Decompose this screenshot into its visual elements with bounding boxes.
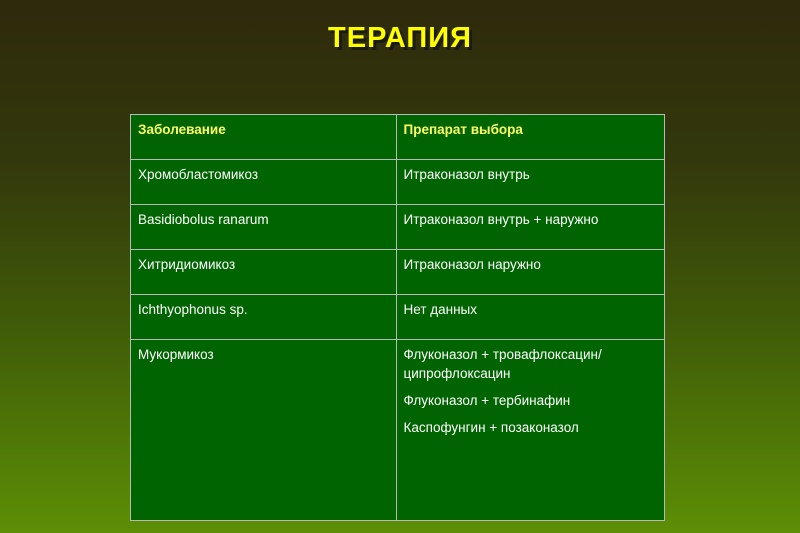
table-row [131,205,665,250]
table-header-row [131,115,665,160]
slide-title: ТЕРАПИЯ [328,22,472,54]
table-row [131,250,665,295]
drug-line: Итраконазол наружно [403,257,541,272]
column-header-disease: Заболевание [131,115,397,160]
drug-line: Флуконазол + тровафлоксацин/ципрофлоксацин [403,347,602,381]
table-row [131,295,665,340]
drug-cell [396,295,664,340]
disease-cell: Хитридиомикоз [131,250,397,295]
drug-line: Итраконазол внутрь [403,167,530,182]
column-header-drug-of-choice: Препарат выбора [396,115,664,160]
disease-cell: Хромобластомикоз [131,160,397,205]
drug-line: Нет данных [403,302,478,317]
therapy-table [130,114,665,521]
drug-cell [396,340,664,521]
disease-cell: Basidiobolus ranarum [131,205,397,250]
drug-line: Флуконазол + тербинафин [403,393,571,408]
disease-cell: Ichthyophonus sp. [131,295,397,340]
disease-cell: Мукормикоз [131,340,397,521]
table-row [131,160,665,205]
drug-line: Итраконазол внутрь + наружно [403,212,599,227]
drug-cell [396,160,664,205]
drug-cell [396,250,664,295]
drug-line: Каспофунгин + позаконазол [403,420,579,435]
drug-cell [396,205,664,250]
table-row [131,340,665,521]
